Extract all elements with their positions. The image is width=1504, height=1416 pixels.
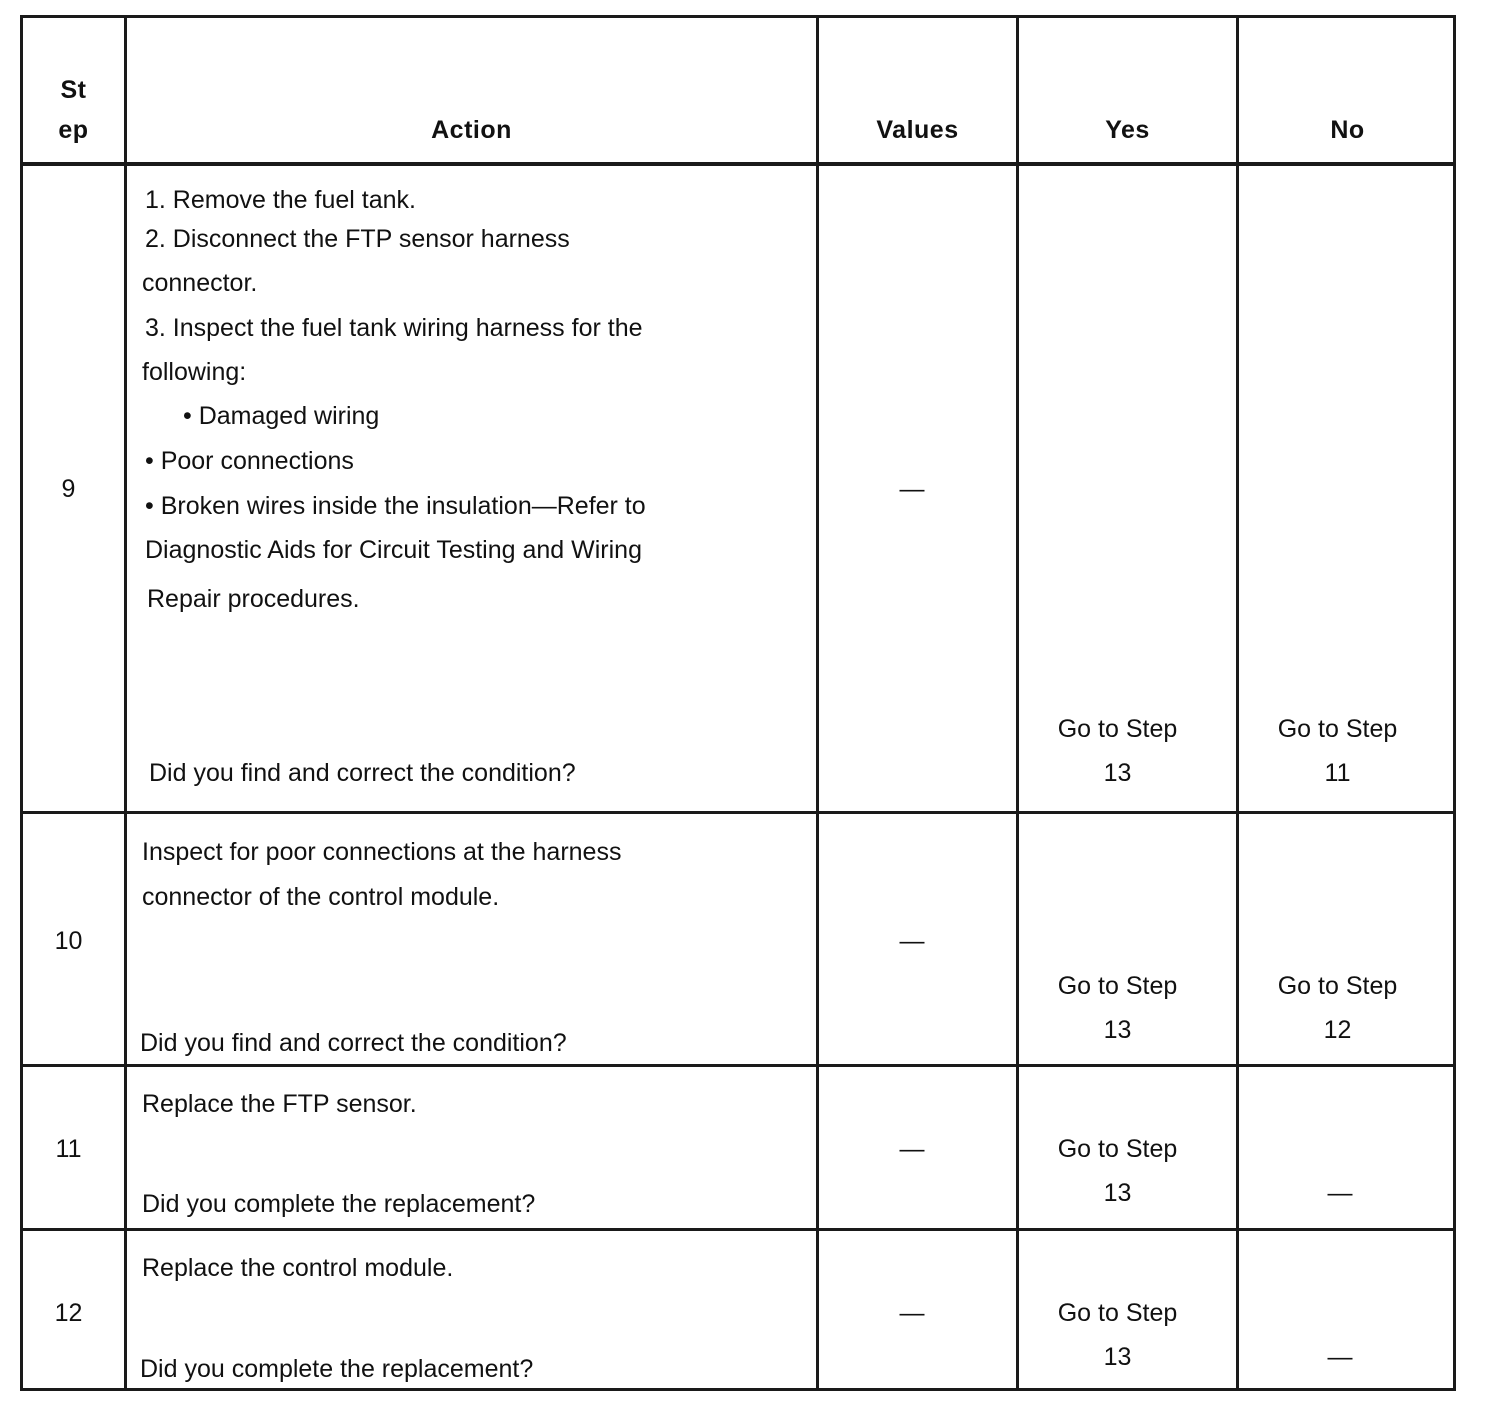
values-cell: —	[899, 1299, 925, 1327]
values-cell: —	[899, 927, 925, 955]
header-step-line1: St	[60, 76, 87, 104]
step-number: 10	[54, 927, 83, 955]
yes-step: 13	[1103, 1343, 1132, 1371]
values-cell: —	[899, 1135, 925, 1163]
no-goto: Go to Step	[1277, 972, 1398, 1000]
yes-step: 13	[1103, 1179, 1132, 1207]
action-bullet: • Damaged wiring	[183, 402, 380, 430]
header-row	[23, 18, 1453, 165]
action-bullet: • Poor connections	[145, 447, 354, 475]
header-no: No	[1330, 116, 1365, 144]
action-line: 2. Disconnect the FTP sensor harness	[145, 225, 570, 253]
yes-goto: Go to Step	[1057, 972, 1178, 1000]
step-number: 12	[54, 1299, 83, 1327]
yes-goto: Go to Step	[1057, 715, 1178, 743]
no-cell: —	[1327, 1179, 1353, 1207]
no-goto: Go to Step	[1277, 715, 1398, 743]
yes-step: 13	[1103, 1016, 1132, 1044]
step-number: 11	[55, 1135, 82, 1163]
action-question: Did you complete the replacement?	[142, 1190, 536, 1218]
no-step: 11	[1324, 759, 1351, 787]
action-line: Replace the FTP sensor.	[142, 1090, 417, 1118]
diagnostic-table	[20, 15, 1456, 1391]
action-line: Repair procedures.	[147, 585, 360, 613]
no-cell: —	[1327, 1343, 1353, 1371]
header-action: Action	[431, 116, 512, 144]
action-line: Replace the control module.	[142, 1254, 454, 1282]
action-question: Did you complete the replacement?	[140, 1355, 534, 1383]
yes-goto: Go to Step	[1057, 1135, 1178, 1163]
action-question: Did you find and correct the condition?	[149, 759, 576, 787]
yes-goto: Go to Step	[1057, 1299, 1178, 1327]
table-row	[23, 811, 1453, 1064]
no-step: 12	[1323, 1016, 1352, 1044]
table-row	[23, 162, 1453, 812]
action-line: connector of the control module.	[142, 883, 500, 911]
header-yes: Yes	[1105, 116, 1150, 144]
action-line: 1. Remove the fuel tank.	[145, 186, 416, 214]
table-row	[23, 1228, 1453, 1391]
values-cell: —	[899, 475, 925, 503]
action-line: Diagnostic Aids for Circuit Testing and Wiring	[145, 536, 642, 564]
action-line: connector.	[142, 269, 258, 297]
yes-step: 13	[1103, 759, 1132, 787]
action-line: Inspect for poor connections at the harness	[142, 838, 622, 866]
action-question: Did you find and correct the condition?	[140, 1029, 567, 1057]
header-values: Values	[876, 116, 959, 144]
action-line: 3. Inspect the fuel tank wiring harness for the	[145, 314, 643, 342]
action-line: following:	[142, 358, 247, 386]
table-row	[23, 1064, 1453, 1229]
step-number: 9	[61, 475, 76, 503]
action-bullet: • Broken wires inside the insulation—Refer to	[145, 492, 646, 520]
header-step-line2: ep	[58, 116, 89, 144]
